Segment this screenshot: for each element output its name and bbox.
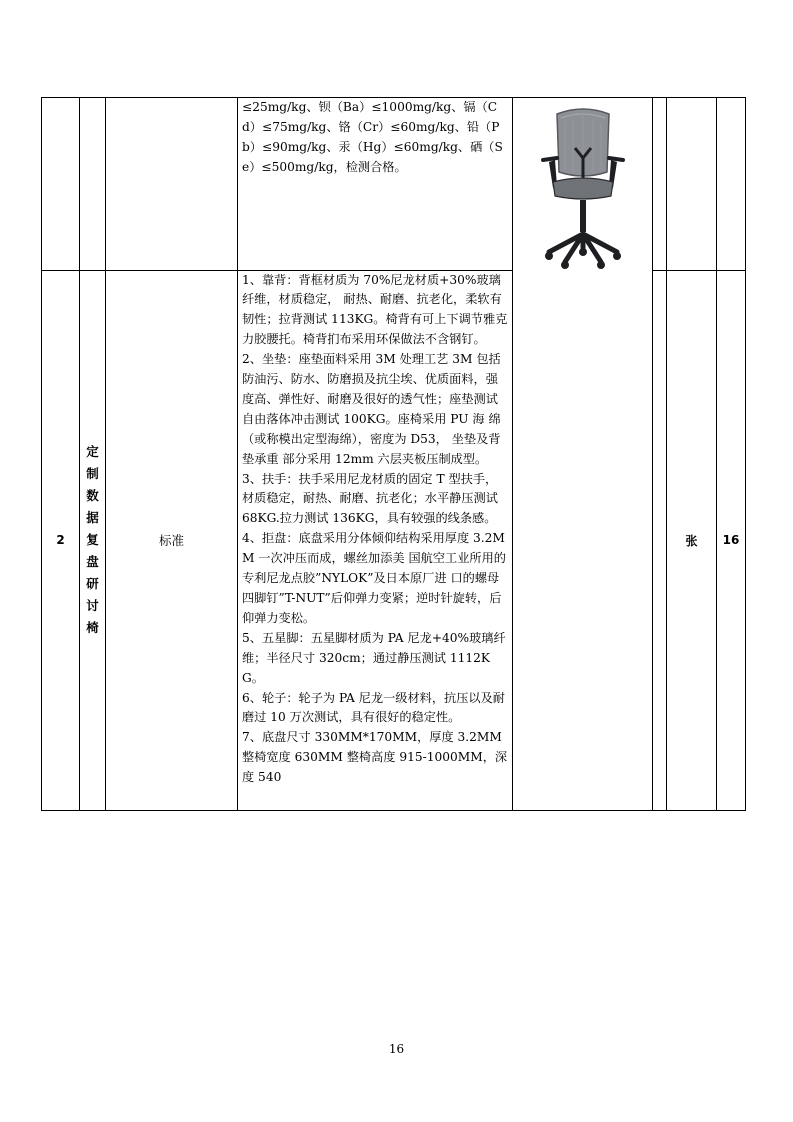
item-name	[80, 270, 106, 810]
description-paragraph: 2、坐垫：座垫面料采用 3M 处理工艺 3M 包括防油污、防水、防磨损及抗尘埃、优质面料，强度高、弹性好、耐磨及很好的透气性；座垫测试自由落体冲击测试 100KG。座椅采用 PU 海 绵（或称模出定型海绵），密度为 D53， 坐垫及背垫承重 部分采用 12mm 六层夹板压制成型。	[242, 352, 501, 466]
unit-cell	[667, 98, 717, 271]
table-row	[42, 98, 746, 271]
item-name-char: 讨	[86, 598, 99, 613]
item-name-char: 椅	[86, 620, 99, 635]
item-name-char: 数	[86, 488, 99, 503]
standard-cell	[106, 98, 238, 271]
description-paragraph: 1、靠背：背框材质为 70%尼龙材质+30%玻璃纤维，材质稳定， 耐热、耐磨、抗老化，柔软有韧性；拉背测试 113KG。椅背有可上下调节雅克力胶腰托。椅背扪布采用环保做法不含钢钉。	[242, 272, 508, 347]
image-cell	[513, 270, 653, 810]
row-number	[42, 98, 80, 271]
item-name-char: 制	[86, 466, 99, 481]
office-chair-icon	[535, 102, 631, 270]
item-name-char: 定	[86, 444, 99, 459]
quantity-cell	[717, 98, 746, 271]
description-cell	[238, 98, 513, 271]
spec-table	[41, 97, 746, 811]
description-paragraph: 7、底盘尺寸 330MM*170MM，厚度 3.2MM 整椅宽度 630MM 整椅高度 915-1000MM，深度 540	[242, 730, 508, 785]
description-paragraph: 4、拒盘：底盘采用分体倾仰结构采用厚度 3.2MM 一次冲压而成，螺丝加添美 国航空工业所用的专利尼龙点胶”NYLOK”及日本原厂进 口的螺母四脚钉”T-NUT”后仰弹力变紧；逆时针旋转，后仰弹力变松。	[242, 531, 506, 625]
item-name-char: 盘	[86, 554, 99, 569]
spacer-cell	[653, 270, 667, 810]
item-name-char: 研	[86, 576, 99, 591]
row-number: 2	[42, 270, 80, 810]
item-name	[80, 98, 106, 271]
page-number: 16	[388, 1042, 405, 1056]
description-paragraph: 6、轮子：轮子为 PA 尼龙一级材料，抗压以及耐磨过 10 万次测试，具有很好的稳定性。	[242, 690, 505, 725]
standard-cell: 标准	[106, 270, 238, 810]
description-paragraph: 5、五星脚：五星脚材质为 PA 尼龙+40%玻璃纤维；半径尺寸 320cm；通过静压测试 1112KG。	[242, 630, 506, 685]
image-cell	[513, 98, 653, 271]
description-cell	[238, 270, 513, 810]
spacer-cell	[653, 98, 667, 271]
table-row	[42, 270, 746, 810]
item-name-char: 复	[86, 532, 99, 547]
quantity-cell: 16	[717, 270, 746, 810]
description-paragraph: ≤25mg/kg、钡（Ba）≤1000mg/kg、镉（Cd）≤75mg/kg、铬（Cr）≤60mg/kg、铅（Pb）≤90mg/kg、汞（Hg）≤60mg/kg、硒（Se）≤500mg/kg，检测合格。	[242, 100, 503, 174]
item-name-char: 据	[86, 510, 99, 525]
description-paragraph: 3、扶手：扶手采用尼龙材质的固定 T 型扶手，材质稳定，耐热、耐磨、抗老化；水平静压测试 68KG.拉力测试 136KG，具有较强的线条感。	[242, 471, 498, 526]
unit-cell: 张	[667, 270, 717, 810]
